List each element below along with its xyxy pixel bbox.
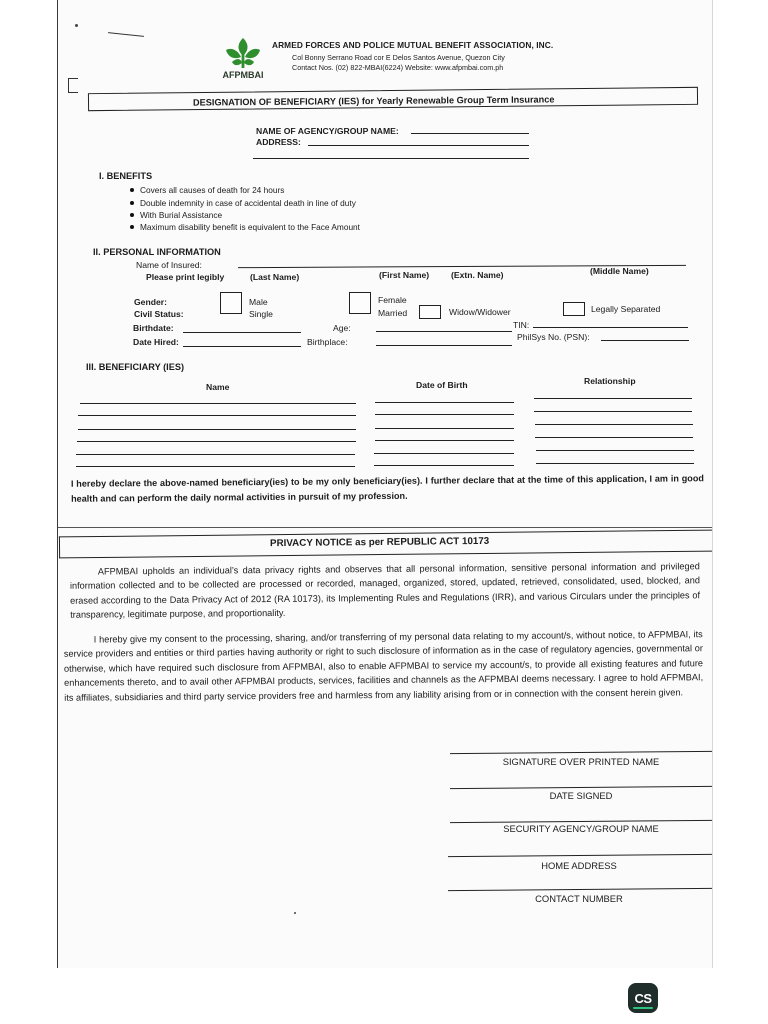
beneficiary-name-line[interactable] <box>76 454 355 455</box>
beneficiary-dob-line[interactable] <box>375 402 514 403</box>
pen-mark <box>108 32 144 37</box>
widow-label: Widow/Widower <box>449 307 511 317</box>
contact-number-label: CONTACT NUMBER <box>535 893 623 904</box>
birthdate-field[interactable] <box>183 332 301 333</box>
margin-bracket <box>68 78 78 93</box>
middle-name-caption: (Middle Name) <box>590 266 649 276</box>
org-address: Col Bonny Serrano Road cor E Delos Santos Avenue, Quezon City <box>292 53 505 62</box>
beneficiary-dob-line[interactable] <box>375 440 514 441</box>
beneficiary-relationship-line[interactable] <box>535 424 693 425</box>
agency-address-label: ADDRESS: <box>256 137 301 147</box>
list-item: Maximum disability benefit is equivalent to the Face Amount <box>130 221 360 233</box>
scan-speck <box>294 912 296 914</box>
beneficiary-heading: III. BENEFICIARY (IES) <box>86 362 185 372</box>
widow-checkbox[interactable] <box>419 305 441 319</box>
org-name: ARMED FORCES AND POLICE MUTUAL BENEFIT ASSOCIATION, INC. <box>272 40 554 50</box>
benefits-list <box>130 184 360 234</box>
col-name-header: Name <box>206 382 230 392</box>
ext-name-caption: (Extn. Name) <box>451 270 504 280</box>
home-address-line[interactable] <box>448 854 712 857</box>
contact-number-line[interactable] <box>448 888 712 891</box>
male-label: Male <box>249 297 268 307</box>
tin-field[interactable] <box>533 327 688 328</box>
print-note: Please print legibly <box>146 272 225 282</box>
home-address-label: HOME ADDRESS <box>541 860 617 871</box>
age-label: Age: <box>333 323 351 333</box>
date-signed-label: DATE SIGNED <box>549 790 613 801</box>
benefits-heading: I. BENEFITS <box>99 171 153 181</box>
female-label: Female <box>378 295 407 305</box>
married-label: Married <box>378 308 408 318</box>
list-item: Double indemnity in case of accidental death in line of duty <box>130 196 360 208</box>
beneficiary-dob-line[interactable] <box>374 465 514 466</box>
civil-status-label: Civil Status: <box>134 309 184 319</box>
last-name-caption: (Last Name) <box>250 272 300 282</box>
gender-label: Gender: <box>134 297 167 307</box>
col-relationship-header: Relationship <box>584 376 636 386</box>
col-dob-header: Date of Birth <box>416 380 468 390</box>
agency-address-field-2[interactable] <box>253 158 529 159</box>
logo-text: AFPMBAI <box>222 70 264 80</box>
separated-checkbox[interactable] <box>563 302 585 316</box>
first-name-caption: (First Name) <box>379 270 430 280</box>
privacy-paragraph-2: I hereby give my consent to the processing, sharing, and/or transferring of my personal data relating to my account/s, without notice, to AFPMBAI, its service providers and entities or third parties having authority or right to such disclosure of information as in the case of regulatory agencies, governmental or otherwise, which have required such disclosure from AFPMBAI, also to enable AFPMBAI to service my account/s, to provide all existing features and future enhancements thereto, and to avail other AFPMBAI products, services, facilities and channels as the AFPMBAI deems necessary. I agree to hold AFPMBAI, its affiliates, subsidiaries and third party service providers free and harmless from any liability arising from or in connection with the consent herein given. <box>63 629 704 703</box>
birthdate-label: Birthdate: <box>133 323 174 333</box>
beneficiary-relationship-line[interactable] <box>534 411 692 412</box>
org-contact: Contact Nos. (02) 822-MBAI(6224) Website: www.afpmbai.com.ph <box>292 63 504 72</box>
section-divider <box>58 527 713 528</box>
beneficiary-dob-line[interactable] <box>375 414 514 415</box>
beneficiary-relationship-line[interactable] <box>534 398 692 399</box>
privacy-paragraph-1: AFPMBAI upholds an individual’s data privacy rights and observes that all personal information, sensitive personal information and privileged information collected and to be collected are processed or recorded, managed, organized, stored, updated, retrieved, consolidated, used, blocked, and erased according to the Data Privacy Act of 2012 (RA 10173), its Implementing Rules and Regulations (IRR), and various Circulars under the principles of transparency, legitimate purpose, and proportionality. <box>69 561 701 620</box>
list-item: With Burial Assistance <box>130 209 360 221</box>
form-page <box>57 0 713 968</box>
beneficiary-relationship-line[interactable] <box>535 437 693 438</box>
philsys-label: PhilSys No. (PSN): <box>517 332 590 342</box>
scan-speck <box>75 24 78 27</box>
personal-heading: II. PERSONAL INFORMATION <box>93 247 221 257</box>
birthplace-field[interactable] <box>376 345 512 346</box>
insured-name-label: Name of Insured: <box>136 260 202 270</box>
list-item: Covers all causes of death for 24 hours <box>130 184 360 196</box>
beneficiary-name-line[interactable] <box>77 441 356 442</box>
agency-name-label: NAME OF AGENCY/GROUP NAME: <box>256 126 399 136</box>
beneficiary-dob-line[interactable] <box>375 428 514 429</box>
beneficiary-name-line[interactable] <box>76 466 355 467</box>
signature-line[interactable] <box>450 751 712 754</box>
separated-label: Legally Separated <box>591 304 661 314</box>
agency-address-field[interactable] <box>308 145 529 146</box>
beneficiary-name-line[interactable] <box>80 403 356 404</box>
birthplace-label: Birthplace: <box>307 337 348 347</box>
philsys-field[interactable] <box>601 340 689 341</box>
declaration-text: I hereby declare the above-named beneficiary(ies) to be my only beneficiary(ies). I further declare that at the time of this application, I am in good health and can perform the daily normal activities in pursuit of my profession. <box>70 473 704 504</box>
single-label: Single <box>249 309 273 319</box>
tin-label: TIN: <box>513 320 530 330</box>
date-signed-line[interactable] <box>450 786 712 789</box>
age-field[interactable] <box>376 331 512 332</box>
date-hired-label: Date Hired: <box>133 337 179 347</box>
date-hired-field[interactable] <box>183 346 301 347</box>
female-checkbox[interactable] <box>349 292 371 314</box>
agency-group-label: SECURITY AGENCY/GROUP NAME <box>503 823 659 834</box>
signature-label: SIGNATURE OVER PRINTED NAME <box>502 756 660 767</box>
beneficiary-name-line[interactable] <box>78 429 356 430</box>
camscanner-logo-icon: CS <box>628 983 658 1013</box>
beneficiary-name-line[interactable] <box>78 415 356 416</box>
beneficiary-dob-line[interactable] <box>374 453 514 454</box>
form-title: DESIGNATION OF BENEFICIARY (IES) for Yearly Renewable Group Term Insurance <box>192 94 555 108</box>
privacy-heading: PRIVACY NOTICE as per REPUBLIC ACT 10173 <box>269 535 490 550</box>
beneficiary-relationship-line[interactable] <box>536 463 694 464</box>
male-checkbox[interactable] <box>220 292 242 314</box>
agency-name-field[interactable] <box>411 133 529 134</box>
beneficiary-relationship-line[interactable] <box>536 450 694 451</box>
